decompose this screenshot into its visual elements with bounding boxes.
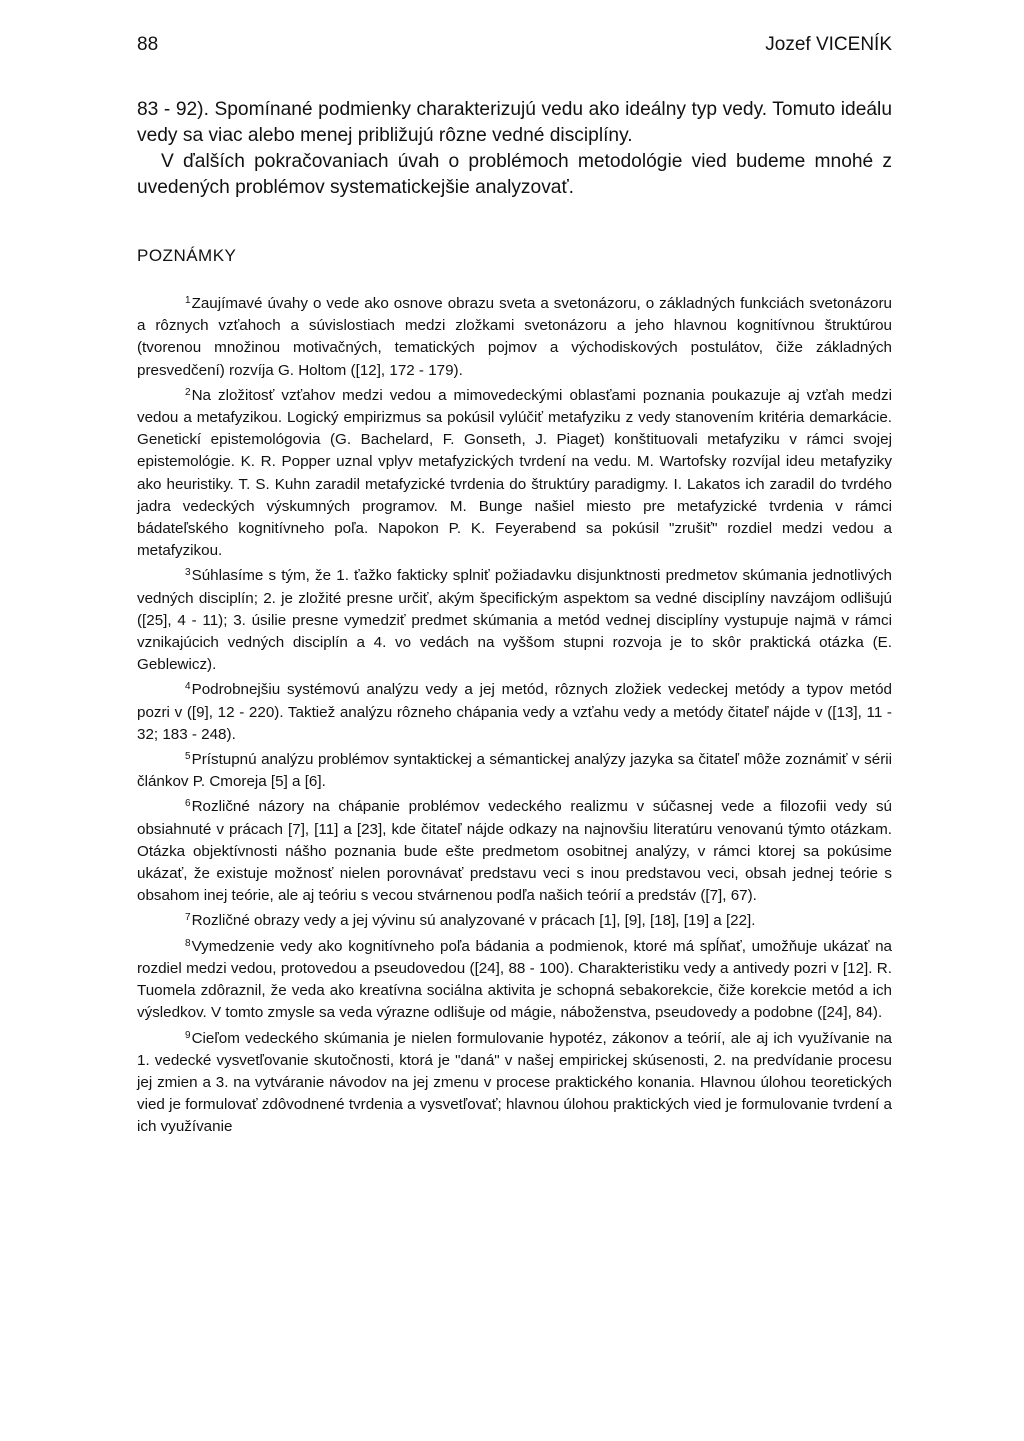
note-3 <box>137 562 892 676</box>
note-marker: 5 <box>185 751 191 763</box>
paragraph: V ďalších pokračovaniach úvah o problémoch metodológie vied budeme mnohé z uvedených problémov systematickejšie analyzovať. <box>137 151 892 198</box>
note-4 <box>137 676 892 746</box>
note-1 <box>137 290 892 382</box>
paragraph: 83 - 92). Spomínané podmienky charakterizujú vedu ako ideálny typ vedy. Tomuto ideálu vedy sa viac alebo menej približujú rôzne vedné disciplíny. <box>137 99 892 146</box>
note-marker: 8 <box>185 937 191 949</box>
note-5 <box>137 746 892 793</box>
note-text: Zaujímavé úvahy o vede ako osnove obrazu sveta a svetonázoru, o základných funkciách svetonázoru a rôznych vzťahoch a súvislostiach medzi zložkami svetonázoru a jeho hlavnou kognitívnou štruktúrou (tvorenou množinou motivačných, tematických pojmov a východiskových postulátov, čiže základných presvedčení) rozvíja G. Holtom ([12], 172 - 179). <box>137 295 892 379</box>
note-9 <box>137 1025 892 1139</box>
note-text: Rozličné názory na chápanie problémov vedeckého realizmu v súčasnej vede a filozofii vedy sú obsiahnuté v prácach [7], [11] a [23], kde čitateľ nájde odkazy na najnovšiu literatúru venovanú týmto otázkam. Otázka objektívnosti nášho poznania bude ešte predmetom osobitnej analýzy, v rámci ktorej sa pokúsime ukázať, že existuje možnosť nielen porovnávať predstavu veci s inou predstavou veci, obsah jednej teórie s obsahom inej teórie, ale aj teóriu s vecou stvárnenou podľa našich teórií a predstáv ([7], 67). <box>137 798 892 905</box>
note-marker: 2 <box>185 386 191 398</box>
note-2 <box>137 382 892 563</box>
note-8 <box>137 933 892 1025</box>
notes-heading: POZNÁMKY <box>137 246 237 265</box>
note-7 <box>137 907 892 932</box>
note-marker: 4 <box>185 681 191 693</box>
notes-list <box>137 290 892 1139</box>
page-number: 88 <box>137 34 159 55</box>
note-text: Prístupnú analýzu problémov syntaktickej a sémantickej analýzy jazyka sa čitateľ môže zoznámiť v sérii článkov P. Cmoreja [5] a [6]. <box>137 751 892 791</box>
note-text: Podrobnejšiu systémovú analýzu vedy a jej metód, rôznych zložiek vedeckej metódy a typov metód pozri v ([9], 12 - 220). Taktiež analýzu rôzneho chápania vedy a vzťahu vedy a metódy čitateľ nájde v ([13], 11 - 32; 183 - 248). <box>137 681 892 743</box>
note-text: Cieľom vedeckého skúmania je nielen formulovanie hypotéz, zákonov a teórií, ale aj ich využívanie na 1. vedecké vysvetľovanie skutočnosti, ktorá je "daná" v našej empirickej skúsenosti, 2. na predvídanie procesu jej zmien a 3. na vytváranie návodov na jej zmenu v procese praktického konania. Hlavnou úlohou teoretických vied je formulovať zdôvodnené tvrdenia a vysvetľovať; hlavnou úlohou praktických vied je formulovanie tvrdení a ich využívanie <box>137 1029 892 1136</box>
note-marker: 3 <box>185 567 191 579</box>
main-text <box>137 97 892 201</box>
note-6 <box>137 793 892 907</box>
note-text: Súhlasíme s tým, že 1. ťažko fakticky splniť požiadavku disjunktnosti predmetov skúmania jednotlivých vedných disciplín; 2. je zložité presne určiť, akým špecifickým aspektom sa vedné disciplíny navzájom odlišujú ([25], 4 - 11); 3. úsilie presne vymedziť predmet skúmania a metód vednej disciplíny vystupuje najmä v rámci vznikajúcich vedných disciplín a 4. vo vedách na vyššom stupni rozvoja je to skôr praktická otázka (E. Geblewicz). <box>137 567 892 674</box>
note-text: Rozličné obrazy vedy a jej vývinu sú analyzované v prácach [1], [9], [18], [19] a [22]. <box>191 912 756 930</box>
note-marker: 7 <box>185 912 191 924</box>
note-text: Vymedzenie vedy ako kognitívneho poľa bádania a podmienok, ktoré má spĺňať, umožňuje ukázať na rozdiel medzi vedou, protovedou a pseudovedou ([24], 88 - 100). Charakteristiku vedy a antivedy pozri v [12]. R. Tuomela zdôraznil, že veda ako kreatívna sociálna aktivita je schopná sebakorekcie, čiže korekcie metód a ich výsledkov. V tomto zmysle sa veda výrazne odlišuje od mágie, náboženstva, pseudovedy a podobne ([24], 84). <box>137 937 892 1022</box>
note-text: Na zložitosť vzťahov medzi vedou a mimovedeckými oblasťami poznania poukazuje aj vzťah medzi vedou a metafyzikou. Logický empirizmus sa pokúsil vylúčiť metafyziku z vedy stanovením kritéria demarkácie. Genetickí epistemológovia (G. Bachelard, F. Gonseth, J. Piaget) konštituovali metafyziku v rámci svojej epistemológie. K. R. Popper uznal vplyv metafyzických tvrdení na vedu. M. Wartofsky rozvíjal ideu metafyziky ako heuristiky. T. S. Kuhn zaradil metafyzické tvrdenia do štruktúry paradigmy. I. Lakatos ich zaradil do tvrdého jadra vedeckých výskumných programov. M. Bunge našiel miesto pre metafyzické tvrdenia v rámci bádateľského kognitívneho poľa. Napokon P. K. Feyerabend sa pokúsil "zrušiť" rozdiel medzi vedou a metafyzikou. <box>137 386 892 560</box>
running-header-author: Jozef VICENÍK <box>765 34 892 55</box>
note-marker: 6 <box>185 798 191 810</box>
running-header <box>137 34 892 58</box>
note-marker: 9 <box>185 1029 191 1041</box>
note-marker: 1 <box>185 295 191 306</box>
